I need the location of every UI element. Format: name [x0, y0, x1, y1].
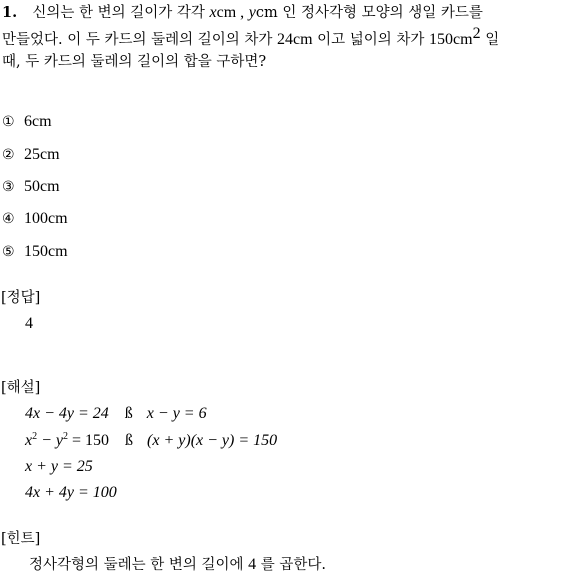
question-number: 1. [2, 4, 18, 21]
option-1[interactable] [2, 112, 52, 132]
equation: x − y = 6 [146, 405, 207, 422]
question-line-3 [2, 52, 266, 72]
exponent: 2 [32, 431, 38, 442]
option-text: 25cm [24, 146, 60, 163]
hint-text [29, 555, 326, 575]
equation: 4x − 4y = 24 [25, 405, 109, 422]
equation: 4x + 4y = 100 [25, 484, 117, 501]
question-text: 때, 두 카드의 둘레의 길이의 합을 구하면? [2, 54, 267, 70]
option-marker: ④ [2, 211, 15, 227]
hint-sentence: 정사각형의 둘레는 한 변의 길이에 [29, 557, 244, 573]
implies-arrow: ß [124, 405, 133, 422]
question-line-2 [2, 25, 500, 50]
option-3[interactable] [2, 177, 60, 197]
equation: = 150 [68, 432, 110, 449]
question-text: cm 인 정사각형 모양의 생일 카드를 [255, 5, 483, 21]
solution-line-2 [25, 431, 277, 451]
option-marker: ① [2, 114, 15, 130]
exponent: 2 [63, 431, 69, 442]
option-marker: ② [2, 147, 15, 163]
implies-arrow: ß [125, 432, 134, 449]
var-x: x [209, 4, 217, 21]
question-line-1 [2, 3, 483, 23]
option-text: 100cm [24, 210, 68, 227]
option-marker: ⑤ [2, 244, 15, 260]
option-5[interactable] [2, 242, 68, 262]
perimeter-diff: 24cm [277, 31, 313, 48]
hint-sentence: 를 곱한다. [260, 557, 327, 573]
option-text: 150cm [24, 243, 68, 260]
option-text: 6cm [24, 113, 52, 130]
hint-number: 4 [248, 556, 257, 573]
question-text: 신의는 한 변의 길이가 각각 [32, 5, 205, 21]
area-diff: 150cm [429, 31, 473, 48]
question-text: 만들었다. 이 두 카드의 둘레의 길이의 차가 [2, 32, 273, 48]
var-y: y [248, 4, 256, 21]
solution-line-4 [25, 483, 117, 503]
unit-cm: cm , [216, 4, 245, 21]
equation: (x + y)(x − y) = 150 [147, 432, 278, 449]
equation: − y [37, 432, 64, 449]
answer-label: [정답] [1, 290, 41, 306]
exponent: 2 [472, 25, 481, 42]
hint-label: [힌트] [1, 531, 41, 547]
option-4[interactable] [2, 209, 68, 229]
option-text: 50cm [24, 178, 60, 195]
answer-value: 4 [25, 315, 33, 332]
question-text: 이고 넓이의 차가 [317, 32, 425, 48]
solution-line-1 [25, 404, 207, 424]
solution-line-3 [25, 457, 93, 477]
option-2[interactable] [2, 145, 60, 165]
option-marker: ③ [2, 179, 15, 195]
equation: x + y = 25 [25, 458, 93, 475]
equation: x [25, 432, 33, 449]
question-text: 일 [485, 32, 500, 48]
solution-label: [해설] [1, 380, 41, 396]
